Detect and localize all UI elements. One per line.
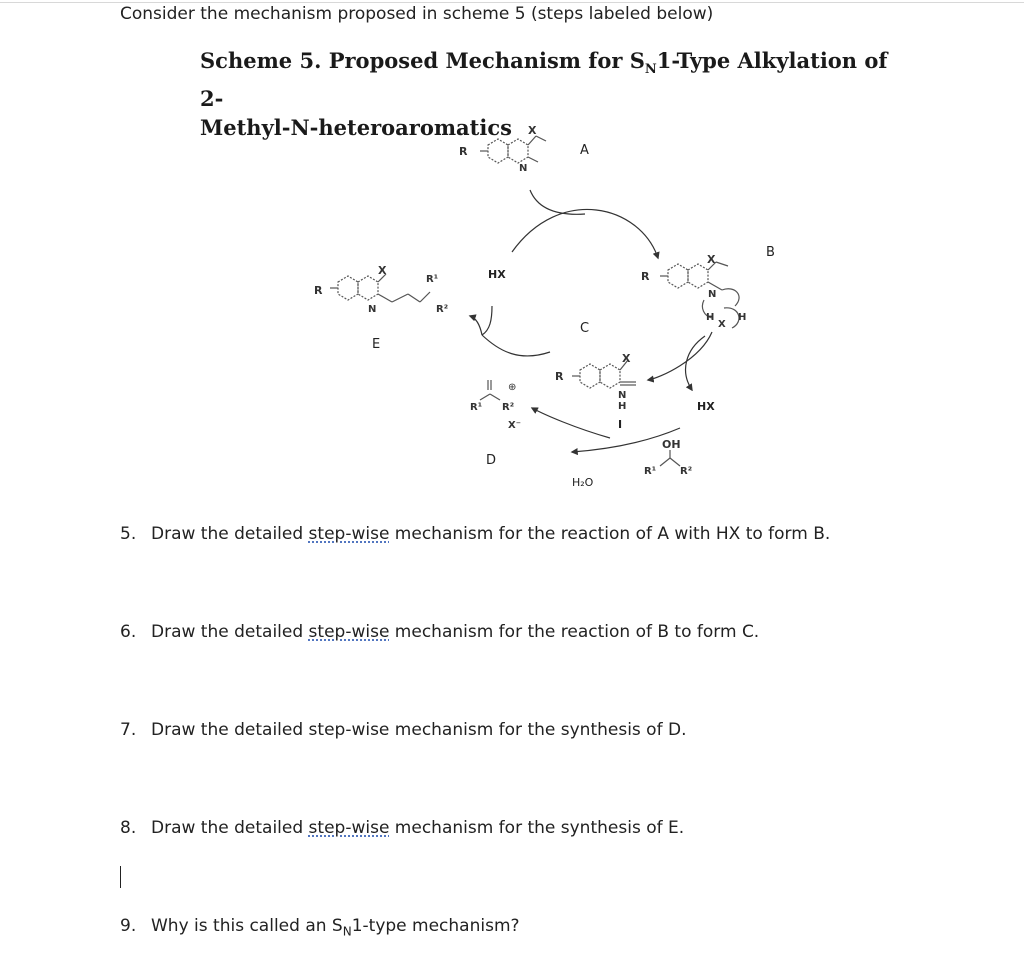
scheme-title-part1: Scheme 5. Proposed Mechanism for S [200, 48, 645, 73]
label-b: B [766, 245, 775, 260]
reagent-water: H₂O [572, 476, 594, 489]
intro-text: Consider the mechanism proposed in scheme 5 (steps labeled below) [120, 4, 714, 24]
question-5-number: 5. [120, 524, 137, 544]
compound-a-n: N [519, 163, 528, 174]
compound-e-r: R [314, 284, 323, 297]
compound-a-r: R [459, 145, 468, 158]
compound-a-x: X [528, 124, 537, 137]
question-7 [120, 720, 686, 740]
question-7-text: Draw the detailed step-wise mechanism for the synthesis of D. [151, 720, 687, 740]
question-9-pre: Why is this called an S [151, 916, 343, 936]
compound-c-n: N [618, 390, 627, 401]
question-6-pre: Draw the detailed [151, 622, 309, 642]
carbinol-oh: OH [662, 438, 681, 451]
question-6-number: 6. [120, 622, 137, 642]
compound-b-h2: H [738, 312, 747, 323]
carbinol-structure [660, 450, 680, 466]
question-5 [120, 524, 830, 544]
arrow-carbinol-to-d [532, 408, 610, 438]
compound-b-x: X [707, 253, 716, 266]
question-9 [120, 916, 520, 938]
reagent-hx-left: HX [488, 268, 506, 281]
question-9-number: 9. [120, 916, 137, 936]
question-6 [120, 622, 759, 642]
arrow-to-e [470, 316, 482, 335]
scheme-title-part2: 1-Type Alkylation of 2- [200, 48, 888, 112]
compound-e-r1: R¹ [426, 274, 439, 285]
carbinol-r1: R¹ [644, 466, 657, 477]
label-a: A [580, 143, 589, 158]
question-9-post: 1-type mechanism? [351, 916, 520, 936]
question-8 [120, 818, 684, 838]
compound-b-structure [660, 262, 739, 328]
question-8-number: 8. [120, 818, 137, 838]
question-8-stepwise: step-wise [308, 818, 390, 838]
compound-b-x2: X [718, 319, 726, 330]
question-7-number: 7. [120, 720, 137, 740]
text-cursor[interactable] [120, 866, 121, 888]
question-9-sub: N [342, 924, 352, 939]
compound-c-r: R [555, 370, 564, 383]
compound-e-x: X [378, 264, 387, 277]
compound-a-structure [480, 136, 546, 163]
question-5-pre: Draw the detailed [151, 524, 309, 544]
scheme-title-line2: Methyl-N-heteroaromatics [200, 115, 512, 141]
arrow-hx-release [686, 336, 705, 390]
reagent-hx-right: HX [697, 400, 715, 413]
compound-d-r2: R² [502, 402, 515, 413]
compound-c-h: H [618, 401, 627, 412]
compound-b-h1: H [706, 312, 715, 323]
compound-b-n: N [708, 289, 717, 300]
label-i: I [618, 418, 623, 431]
compound-c-x: X [622, 352, 631, 365]
compound-d-x-minus: X⁻ [508, 420, 521, 431]
label-c: C [580, 321, 590, 336]
question-6-stepwise: step-wise [308, 622, 390, 642]
question-8-post: mechanism for the synthesis of E. [389, 818, 685, 838]
question-5-post: mechanism for the reaction of A with HX to form B. [389, 524, 831, 544]
question-8-pre: Draw the detailed [151, 818, 309, 838]
question-5-stepwise: step-wise [308, 524, 390, 544]
carbinol-r2: R² [680, 466, 693, 477]
compound-d-plus: ⊕ [508, 382, 517, 393]
arrow-c-to-e [482, 335, 550, 356]
arrow-a-to-b [512, 209, 658, 258]
compound-e-structure [330, 274, 430, 302]
compound-d-r1: R¹ [470, 402, 483, 413]
label-e: E [372, 337, 381, 352]
label-d: D [486, 453, 497, 468]
compound-b-r: R [641, 270, 650, 283]
compound-d-structure [480, 380, 500, 400]
compound-e-n: N [368, 304, 377, 315]
question-6-post: mechanism for the reaction of B to form C. [389, 622, 760, 642]
scheme-title-sub: N [644, 62, 657, 78]
arrow-hx-combine [482, 306, 492, 335]
arrow-b-to-c [648, 332, 712, 380]
compound-e-r2: R² [436, 304, 449, 315]
